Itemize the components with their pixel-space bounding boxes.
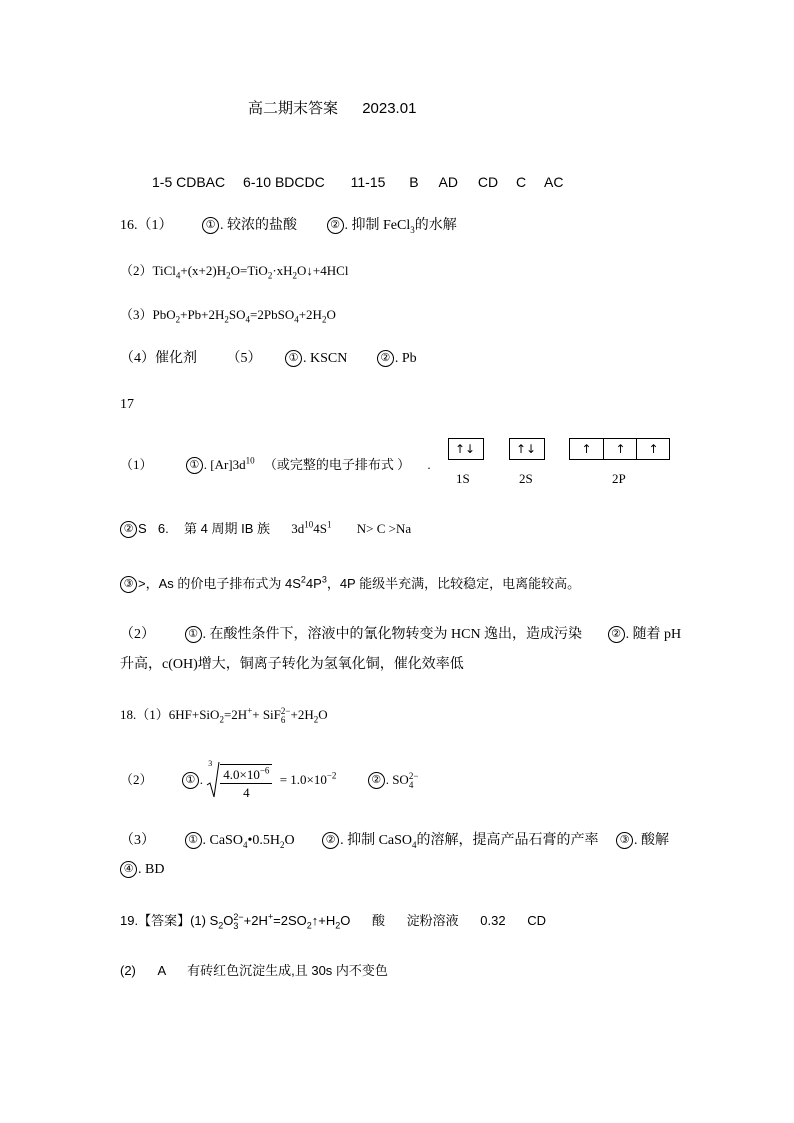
q17-valence: 3d [291,521,305,536]
title-date: 2023.01 [362,100,417,117]
q19-answer-a: 酸 [372,913,386,928]
q17-number: 17 [120,397,134,412]
radical-icon [206,761,220,799]
q17-valence-2: 4S [313,521,327,536]
q17-reason-2: 4P [305,576,322,591]
circle-marker: ① [182,772,199,789]
q19-eq-part: O [340,913,351,928]
circle-marker: ② [120,521,137,538]
mc-12: AD [438,174,458,190]
q19-eq-part: ↑+H [311,913,336,928]
arrow-pair-icon: ↑↓ [454,442,476,456]
fraction [220,764,272,801]
q19-line-2 [120,961,388,981]
q18-part-3: （3） [120,833,155,848]
q16-eq-part: O=TiO [230,263,268,278]
q16-answer-2: . 抑制 FeCl [344,218,411,233]
q17-reason: >，As 的价电子排布式为 4S [138,576,301,591]
q18-result-exp: −2 [326,770,337,781]
q17-line-4 [120,625,681,645]
circle-marker: ② [368,772,385,789]
q17-count: 6. [157,521,169,536]
q19-answer-b: 淀粉溶液 [406,913,459,928]
q18-answer-3-1b: •0.5H [247,833,280,848]
q18-part-2: （2） [120,772,153,787]
circle-marker: ① [202,217,219,234]
q17-line-1: （1） ① . $[Ar]3d^{10}$ （或完整的电子排布式 ） . [120,455,431,472]
q16-line-3: $(3)PbO_2+Pb+2H_2SO_4=2PbSO_4+2H_2O$ [120,307,336,325]
q18-result: = 1.0×10 [279,772,327,787]
circle-marker: ③ [616,832,633,849]
q17-reason-3: ，4P 能级半充满，比较稳定，电离能较高。 [326,576,581,591]
mc-15: AC [544,174,564,190]
q17-line-3: ③ >，As 的价电子排布式为 $4S^24P^3$，4P 能级半充满，比较稳定，电离能较高。 [120,574,580,594]
orbital-box-2s [509,438,545,460]
q19-answer-c: 0.32 [480,913,506,928]
q16-eq-part: （2）TiCl [120,263,176,278]
mc-11: B [409,174,419,190]
q17-line-2: ② S 6. 第 4 周期 IB 族 $3d^{10}4S^1$ N> C >Na [120,519,411,539]
q16-part-5: （5） [226,351,262,366]
q16-answer-5-1: . KSCN [303,351,348,366]
q17-answer-2-2: . 随着 pH [625,627,682,642]
q19-answer-d: CD [527,913,547,928]
circle-marker: ② [327,217,344,234]
circle-marker: ② [608,626,625,643]
q18-eq-part: O [318,707,328,722]
q18-answer-3-1c: O [284,833,295,848]
numerator-exp: −6 [259,765,270,776]
q16-eq-part: +(x+2)H [180,263,227,278]
numerator: 4.0×10 [223,766,260,782]
arrow-up-icon: ↑ [581,442,592,456]
q18-answer-3-2: . 抑制 CaSO [340,833,413,848]
q18-eq-part: 18.（1）6HF+SiO [120,707,220,722]
circle-marker: ④ [120,861,137,878]
mc-13: CD [477,174,499,190]
q16-eq3-part: O [326,307,336,322]
q19-answer-2-2: 有砖红色沉淀生成,且 30s 内不变色 [187,963,388,978]
title-text: 高二期末答案 [248,100,339,117]
q18-eq-part: + SiF [252,707,281,722]
q17-answer-2-1: . 在酸性条件下，溶液中的氰化物转变为 HCN 逸出，造成污染 [202,627,583,642]
q17-line-5: 升高，c(OH)增大，铜离子转化为氢氧化铜，催化效率低 [120,657,464,672]
q18-eq-part: =2H [223,707,248,722]
q19-eq-part: =2SO [273,913,307,928]
page-title [248,99,416,119]
q16-eq3-part: （3）PbO [120,307,176,322]
arrow-up-icon: ↑ [636,439,670,459]
orbital-box-2p [569,438,670,460]
q17-config: . [Ar]3d [203,457,246,472]
q16-eq3-part: =2PbSO [250,307,295,322]
mc-group-6-10: 6-10 BDCDC [243,174,325,190]
root-index: 3 [208,759,213,769]
q16-number: 16.（1） [120,218,173,233]
mc-group-1-5: 1-5 CDBAC [152,174,226,190]
q18-answer-3-3: . 酸解 [634,833,670,848]
mc-14: C [516,174,527,190]
circle-marker: ① [186,457,203,474]
mc-answers [152,172,563,192]
orbital-box-1s [448,438,484,460]
q19-part-2: (2) [120,963,136,978]
denominator: 4 [243,784,250,800]
cube-root [206,761,272,801]
q16-eq3-part: +2H [298,307,322,322]
q16-line-4 [120,349,417,369]
q19-eq-part: 19.【答案】(1) S [120,913,219,928]
q17-config-note: （或完整的电子排布式 ） [263,457,411,472]
q17-answer-2: S [138,521,147,536]
q19-answer-2-1: A [157,963,166,978]
arrow-pair-icon: ↑↓ [515,442,537,456]
q16-eq-part: O↓+4HCl [297,263,349,278]
circle-marker: ① [185,832,202,849]
circle-marker: ③ [120,576,137,593]
circle-marker: ② [322,832,339,849]
orbital-label-2p: 2P [612,471,626,486]
q18-line-2: （2） ① . 3 $\frac{4.0\times 10^{-6}}{4}$ = $1.0\times 10^{-2}$ ② . SO 2− 4 [120,759,419,800]
q17-order: N> C >Na [356,521,412,536]
circle-marker: ② [377,350,394,367]
orbital-label-1s: 1S [456,471,470,486]
q16-line-1: 16.（1） ① . 较浓的盐酸 ② . 抑制 FeCl$_3$的水解 [120,218,457,235]
q18-line-3: （3） ① . $CaSO_4•0.5H_2O$ ② . 抑制 CaSO$_4$的溶解，提高产品石膏的产率 ③ . 酸解 [120,833,670,850]
q17-period: 第 4 周期 IB 族 [184,521,270,536]
q19-eq-part: O [223,913,234,928]
q19-eq-part: +2H [243,913,268,928]
arrow-up-icon: ↑ [603,439,637,459]
q18-line-1: 18.（1）6HF+SiO$_2$=2H++ SiF 2− 6 $+2H_2O$ [120,705,328,726]
q16-answer-4: （4）催化剂 [120,351,197,366]
q16-line-2: $(2)TiCl_4+(x+2)H_2O=TiO_2\cdot xH_2O↓+4HCl$ [120,263,349,281]
q16-eq3-part: +Pb+2H [180,307,225,322]
q18-answer-3-4: . BD [138,862,165,877]
circle-marker: ① [285,350,302,367]
q16-answer-5-2: . Pb [394,351,417,366]
q18-sulfate: . SO [385,772,409,787]
q17-part-2: （2） [120,627,155,642]
q18-eq-part: +2H [290,707,314,722]
q16-eq-part: ·xH [272,263,293,278]
q17-part-1: （1） [120,457,153,472]
q16-answer-1: . 较浓的盐酸 [220,218,297,233]
q16-answer-2-tail: 的水解 [414,218,457,233]
orbital-label-2s: 2S [519,471,533,486]
mc-group-11-15: 11-15 [350,174,386,190]
q18-answer-3-2b: 的溶解，提高产品石膏的产率 [416,833,599,848]
q19-line-1: 19.【答案】(1) $S_2O$ 2− 3 $+2H^+=2SO_2↑+H_2O$ 酸 淀粉溶液 0.32 CD [120,911,547,931]
q17-dot: . [427,457,431,472]
q16-eq3-part: SO [228,307,246,322]
q18-answer-3-1: . CaSO [202,833,243,848]
circle-marker: ① [185,626,202,643]
q18-line-4 [120,860,164,880]
